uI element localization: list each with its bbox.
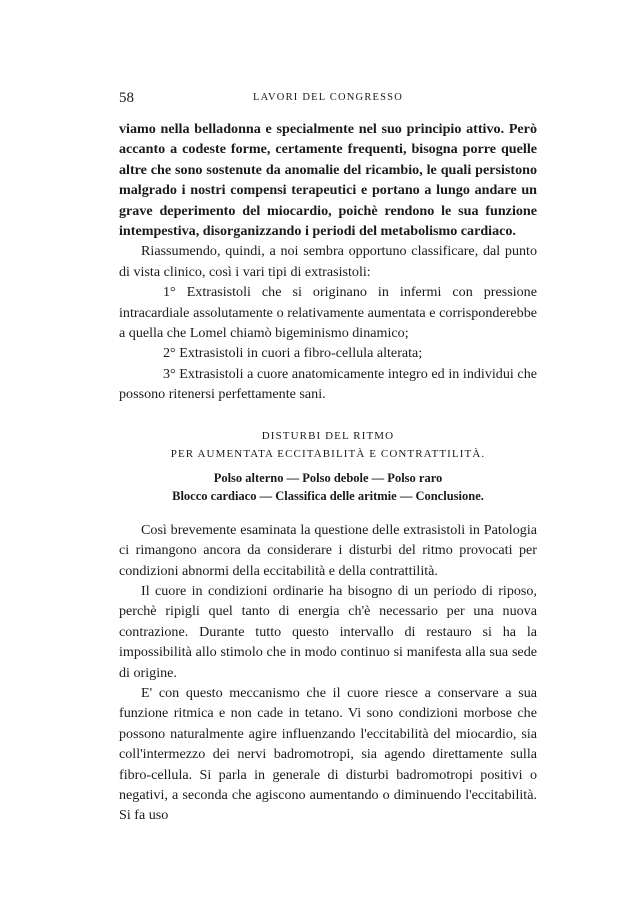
section-title: DISTURBI DEL RITMO xyxy=(261,429,395,442)
list-item: 2° Extrasistoli in cuori a fibro-cellula alterata; xyxy=(163,345,423,362)
paragraph: Così brevemente esaminata la questione delle extrasistoli in Patologia ci rimangono ancora da considerare i disturbi del ritmo provocati per condizioni abnormi della eccitabilità e della contrattilità. xyxy=(119,521,537,579)
intro-paragraph: viamo nella belladonna e specialmente nel suo principio attivo. Però accanto a codeste forme, certamente frequenti, bisogna porre quelle altre che sono sostenute da anomalie del ricambio, le quali persistono malgrado i nostri compensi terapeutici e portano a lungo andare un grave deperimento del miocardio, poichè rendono le sua funzione intempestiva, disorganizzando i periodi del metabolismo cardiaco. xyxy=(119,121,537,240)
list-item: 1° Extrasistoli che si originano in infermi con pressione intracardiale assolutamente o relativamente aumentata e corrisponderebbe a quella che Lomel chiamò bigeminismo dinamico; xyxy=(119,284,537,342)
section-heading xyxy=(119,427,537,506)
running-head: LAVORI DEL CONGRESSO xyxy=(252,92,403,103)
page-header xyxy=(119,90,537,110)
body-text xyxy=(119,119,537,826)
summary-intro-paragraph: Riassumendo, quindi, a noi sembra opportuno classificare, dal punto di vista clinico, così i vari tipi di extrasistoli: xyxy=(119,243,537,280)
section-body xyxy=(119,520,537,826)
section-subtitle: PER AUMENTATA ECCITABILITÀ E CONTRATTILITÀ. xyxy=(170,447,486,460)
page-number: 58 xyxy=(119,90,134,106)
section-summary xyxy=(119,469,537,506)
section-summary-line: Blocco cardiaco — Classifica delle aritmie — Conclusione. xyxy=(172,489,484,504)
paragraph: Il cuore in condizioni ordinarie ha bisogno di un periodo di riposo, perchè ripigli quel tanto di energia ch'è necessario per una nuova contrazione. Durante tutto questo intervallo di restauro si ha la impossibilità allo stimolo che in modo continuo si manifesta alla sua sede di origine. xyxy=(119,582,537,681)
paragraph: E' con questo meccanismo che il cuore riesce a conservare a sua funzione ritmica e non cade in tetano. Vi sono condizioni morbose che possono naturalmente agire influenzando l'eccitabilità del miocardio, sia coll'intermezzo dei nervi badromotropi, sia agendo direttamente sulla fibro-cellula. Si parla in generale di disturbi badromotropi positivi o negativi, a seconda che agiscono aumentando o diminuendo l'eccitabilità. Si fa uso xyxy=(119,684,537,824)
list-item: 3° Extrasistoli a cuore anatomicamente integro ed in individui che possono ritenersi perfettamente sani. xyxy=(119,365,537,403)
section-summary-line: Polso alterno — Polso debole — Polso raro xyxy=(213,470,443,485)
